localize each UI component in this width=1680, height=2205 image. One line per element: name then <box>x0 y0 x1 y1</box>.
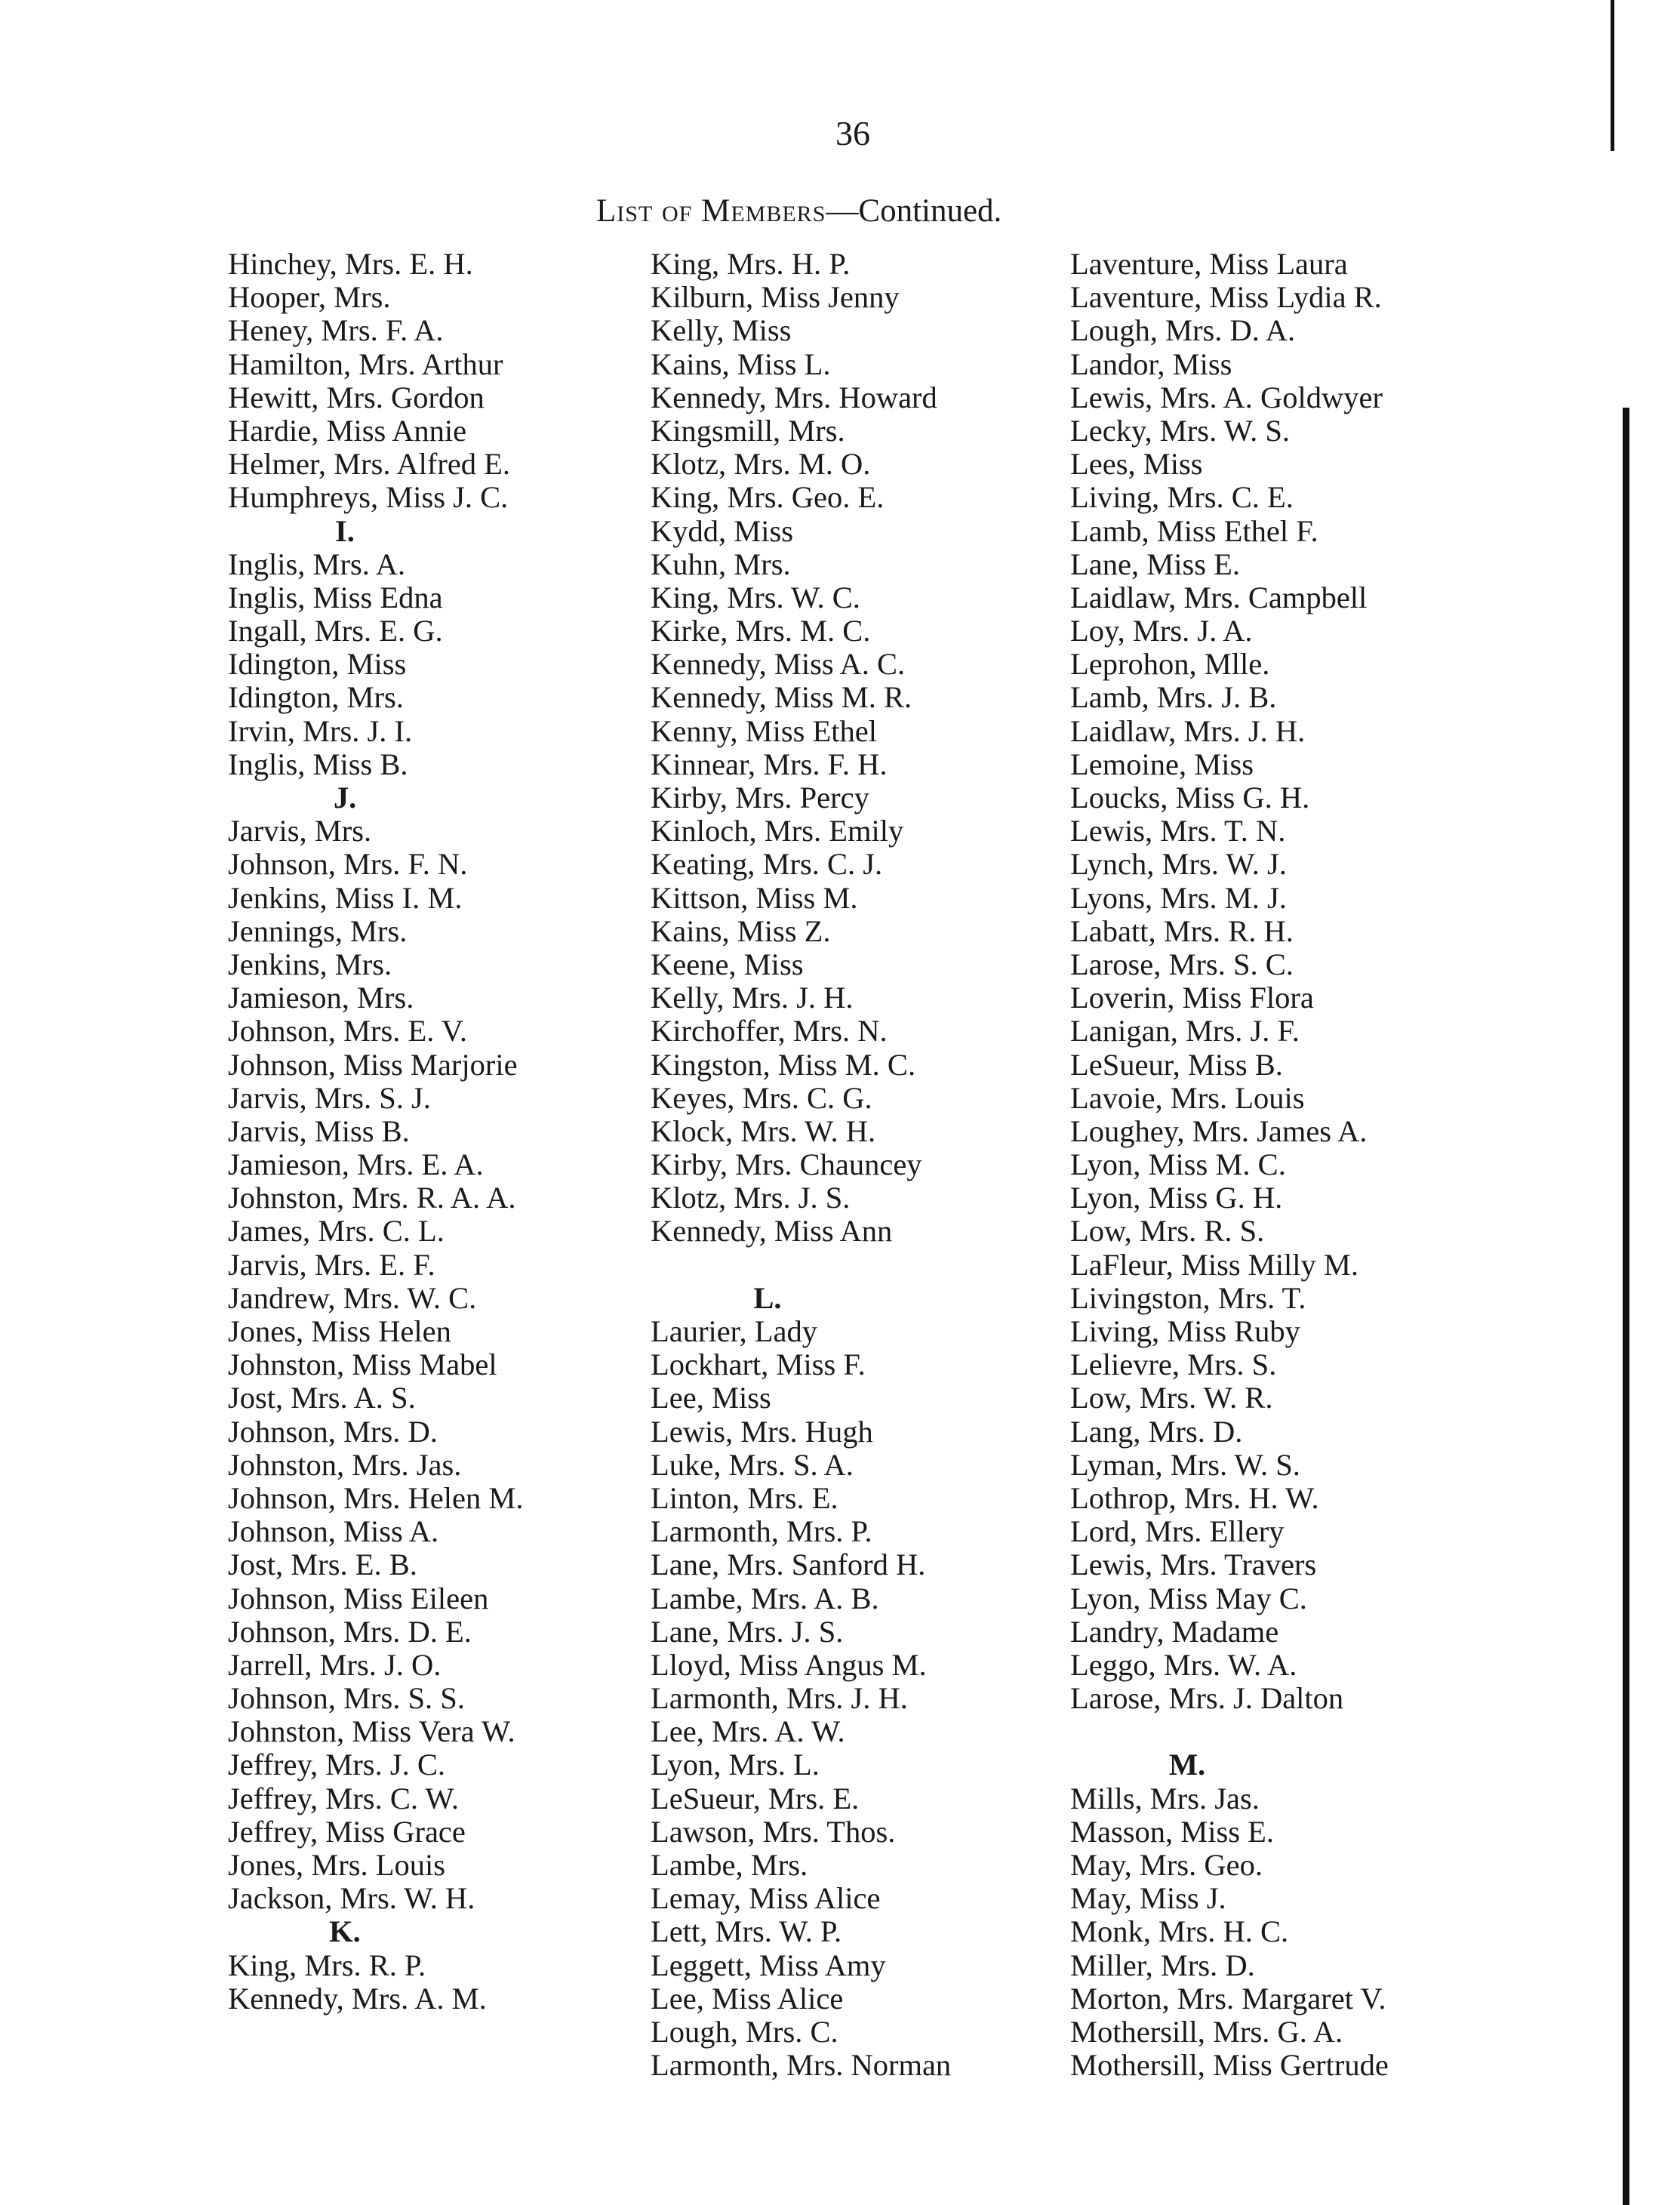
member-entry: May, Mrs. Geo. <box>1070 1848 1263 1882</box>
member-entry: Keating, Mrs. C. J. <box>651 847 883 882</box>
member-entry: Lawson, Mrs. Thos. <box>651 1814 896 1849</box>
section-letter-heading: K. <box>329 1914 361 1949</box>
members-column-3 <box>1070 248 1508 2082</box>
member-entry: Kingsmill, Mrs. <box>651 413 845 448</box>
member-entry: Lyon, Mrs. L. <box>651 1748 820 1782</box>
member-entry: Lewis, Mrs. A. Goldwyer <box>1070 380 1383 414</box>
member-entry: LeSueur, Mrs. E. <box>651 1781 860 1815</box>
page-edge-mark <box>1611 0 1614 151</box>
member-entry: Lord, Mrs. Ellery <box>1070 1514 1285 1549</box>
page-edge-mark <box>1623 408 1629 2205</box>
member-entry: Inglis, Mrs. A. <box>228 547 406 581</box>
member-entry: Larmonth, Mrs. J. H. <box>651 1681 908 1716</box>
member-entry: Lanigan, Mrs. J. F. <box>1070 1014 1300 1049</box>
member-entry: Jarrell, Mrs. J. O. <box>228 1647 442 1682</box>
section-letter-heading: I. <box>335 513 355 548</box>
member-entry: Mills, Mrs. Jas. <box>1070 1781 1260 1815</box>
members-column-2 <box>651 248 1073 2082</box>
member-entry: Loverin, Miss Flora <box>1070 981 1314 1015</box>
member-entry: Leggo, Mrs. W. A. <box>1070 1647 1297 1682</box>
member-entry: Loy, Mrs. J. A. <box>1070 614 1253 648</box>
member-entry: Inglis, Miss B. <box>228 747 408 781</box>
member-entry: Low, Mrs. W. R. <box>1070 1381 1273 1415</box>
list-title-prefix: List of Members <box>596 193 826 229</box>
member-entry: Kirke, Mrs. M. C. <box>651 614 871 648</box>
member-entry: Johnson, Miss A. <box>228 1514 439 1549</box>
member-entry: Lockhart, Miss F. <box>651 1347 866 1382</box>
member-entry: Kuhn, Mrs. <box>651 547 791 581</box>
member-entry: Lemoine, Miss <box>1070 747 1254 781</box>
member-entry: Kennedy, Miss A. C. <box>651 647 906 682</box>
member-entry: Hamilton, Mrs. Arthur <box>228 346 503 381</box>
member-entry: Johnson, Mrs. D. <box>228 1414 438 1449</box>
member-entry: Lloyd, Miss Angus M. <box>651 1647 927 1682</box>
member-entry: LaFleur, Miss Milly M. <box>1070 1247 1359 1282</box>
member-entry: Jost, Mrs. A. S. <box>228 1381 416 1415</box>
member-entry: Lavoie, Mrs. Louis <box>1070 1080 1305 1115</box>
member-entry: Jones, Mrs. Louis <box>228 1848 446 1882</box>
member-entry: Landor, Miss <box>1070 346 1232 381</box>
section-letter-heading: J. <box>333 781 357 815</box>
member-entry: Lee, Miss Alice <box>651 1981 844 2016</box>
member-entry: Livingston, Mrs. T. <box>1070 1280 1306 1315</box>
member-entry: King, Mrs. R. P. <box>228 1948 426 1982</box>
member-entry: Hardie, Miss Annie <box>228 413 467 448</box>
member-entry: Klotz, Mrs. M. O. <box>651 447 871 482</box>
member-entry: Johnson, Mrs. F. N. <box>228 847 468 882</box>
member-entry: King, Mrs. W. C. <box>651 580 860 614</box>
member-entry: Klotz, Mrs. J. S. <box>651 1181 851 1215</box>
member-entry: Johnson, Mrs. E. V. <box>228 1014 467 1049</box>
member-entry: Laventure, Miss Lydia R. <box>1070 280 1382 315</box>
section-letter-heading: M. <box>1168 1748 1206 1782</box>
member-entry: Johnson, Miss Marjorie <box>228 1047 518 1082</box>
member-entry: Lamb, Mrs. J. B. <box>1070 680 1277 715</box>
member-entry: Kelly, Miss <box>651 313 792 348</box>
member-entry: Laurier, Lady <box>651 1314 818 1348</box>
member-entry: Masson, Miss E. <box>1070 1814 1275 1849</box>
member-entry: Linton, Mrs. E. <box>651 1480 838 1515</box>
member-entry: Lewis, Mrs. T. N. <box>1070 814 1286 848</box>
member-entry: Lough, Mrs. D. A. <box>1070 313 1296 348</box>
member-entry: Klock, Mrs. W. H. <box>651 1113 876 1148</box>
member-entry: Johnston, Mrs. Jas. <box>228 1447 462 1482</box>
member-entry: Kingston, Miss M. C. <box>651 1047 916 1082</box>
member-entry: Larmonth, Mrs. Norman <box>651 2048 952 2083</box>
member-entry: James, Mrs. C. L. <box>228 1214 445 1249</box>
member-entry: Ingall, Mrs. E. G. <box>228 614 443 648</box>
member-entry: Lambe, Mrs. <box>651 1848 808 1882</box>
member-entry: Jeffrey, Mrs. C. W. <box>228 1781 459 1815</box>
members-column-1 <box>228 248 651 2016</box>
column-spacer <box>651 1249 1073 1282</box>
member-entry: King, Mrs. H. P. <box>651 247 851 281</box>
member-entry: Johnson, Mrs. D. E. <box>228 1614 472 1649</box>
member-entry: Kains, Miss Z. <box>651 913 831 948</box>
member-entry: Laidlaw, Mrs. J. H. <box>1070 713 1306 748</box>
member-entry: Kenny, Miss Ethel <box>651 713 877 748</box>
member-entry: Low, Mrs. R. S. <box>1070 1214 1265 1249</box>
member-entry: King, Mrs. Geo. E. <box>651 480 885 515</box>
member-entry: Lemay, Miss Alice <box>651 1881 881 1916</box>
member-entry: Lambe, Mrs. A. B. <box>651 1581 879 1615</box>
member-entry: Humphreys, Miss J. C. <box>228 480 509 515</box>
member-entry: Heney, Mrs. F. A. <box>228 313 444 348</box>
member-entry: Jenkins, Mrs. <box>228 947 392 981</box>
member-entry: Kydd, Miss <box>651 513 794 548</box>
member-entry: Kelly, Mrs. J. H. <box>651 981 854 1015</box>
member-entry: Hooper, Mrs. <box>228 280 391 315</box>
member-entry: Keyes, Mrs. C. G. <box>651 1080 872 1115</box>
member-entry: Labatt, Mrs. R. H. <box>1070 913 1294 948</box>
member-entry: Jeffrey, Mrs. J. C. <box>228 1748 445 1782</box>
member-entry: Laventure, Miss Laura <box>1070 247 1348 281</box>
member-entry: Leggett, Miss Amy <box>651 1948 886 1982</box>
member-entry: Lough, Mrs. C. <box>651 2014 838 2049</box>
member-entry: LeSueur, Miss B. <box>1070 1047 1283 1082</box>
member-entry: Lothrop, Mrs. H. W. <box>1070 1480 1319 1515</box>
member-entry: Jamieson, Mrs. <box>228 981 414 1015</box>
member-entry: Larose, Mrs. S. C. <box>1070 947 1294 981</box>
member-entry: Landry, Madame <box>1070 1614 1279 1649</box>
member-entry: Jackson, Mrs. W. H. <box>228 1881 475 1916</box>
member-entry: Lett, Mrs. W. P. <box>651 1914 842 1949</box>
page-number: 36 <box>835 114 870 152</box>
list-title <box>596 192 1125 229</box>
member-entry: Morton, Mrs. Margaret V. <box>1070 1981 1386 2016</box>
member-entry: Kirchoffer, Mrs. N. <box>651 1014 888 1049</box>
member-entry: Lynch, Mrs. W. J. <box>1070 847 1287 882</box>
member-entry: Monk, Mrs. H. C. <box>1070 1914 1289 1949</box>
member-entry: Jarvis, Mrs. <box>228 814 372 848</box>
member-entry: Leprohon, Mlle. <box>1070 647 1270 682</box>
member-entry: Loughey, Mrs. James A. <box>1070 1113 1368 1148</box>
list-title-suffix: —Continued. <box>826 193 1002 229</box>
member-entry: Luke, Mrs. S. A. <box>651 1447 854 1482</box>
member-entry: Kinloch, Mrs. Emily <box>651 814 904 848</box>
member-entry: Hinchey, Mrs. E. H. <box>228 247 473 281</box>
member-entry: Idington, Miss <box>228 647 407 682</box>
member-entry: Keene, Miss <box>651 947 804 981</box>
member-entry: Jost, Mrs. E. B. <box>228 1548 417 1582</box>
member-entry: Mothersill, Miss Gertrude <box>1070 2048 1389 2083</box>
member-entry: Lewis, Mrs. Hugh <box>651 1414 873 1449</box>
member-entry: Jandrew, Mrs. W. C. <box>228 1280 477 1315</box>
member-entry: Jones, Miss Helen <box>228 1314 451 1348</box>
member-entry: Kittson, Miss M. <box>651 880 858 915</box>
column-spacer <box>1070 1715 1508 1748</box>
member-entry: Kirby, Mrs. Percy <box>651 781 869 815</box>
member-entry: Kennedy, Mrs. Howard <box>651 380 937 414</box>
member-entry: Jeffrey, Miss Grace <box>228 1814 466 1849</box>
member-entry: Jenkins, Miss I. M. <box>228 880 463 915</box>
member-entry: Kirby, Mrs. Chauncey <box>651 1147 922 1182</box>
member-entry: May, Miss J. <box>1070 1881 1226 1916</box>
member-entry: Johnson, Miss Eileen <box>228 1581 489 1615</box>
member-entry: Larmonth, Mrs. P. <box>651 1514 872 1549</box>
member-entry: Johnson, Mrs. Helen M. <box>228 1480 524 1515</box>
member-entry: Kennedy, Miss Ann <box>651 1214 893 1249</box>
member-entry: Johnston, Miss Vera W. <box>228 1714 515 1749</box>
member-entry: Kinnear, Mrs. F. H. <box>651 747 888 781</box>
member-entry: Mothersill, Mrs. G. A. <box>1070 2014 1343 2049</box>
member-entry: Johnston, Mrs. R. A. A. <box>228 1181 516 1215</box>
member-entry: Kennedy, Mrs. A. M. <box>228 1981 487 2016</box>
member-entry: Lyman, Mrs. W. S. <box>1070 1447 1300 1482</box>
member-entry: Jamieson, Mrs. E. A. <box>228 1147 484 1182</box>
member-entry: Loucks, Miss G. H. <box>1070 781 1310 815</box>
member-entry: Hewitt, Mrs. Gordon <box>228 380 485 414</box>
member-entry: Lyon, Miss May C. <box>1070 1581 1307 1615</box>
member-entry: Lyon, Miss M. C. <box>1070 1147 1286 1182</box>
member-entry: Jarvis, Miss B. <box>228 1113 410 1148</box>
member-entry: Lee, Miss <box>651 1381 771 1415</box>
member-entry: Lee, Mrs. A. W. <box>651 1714 845 1749</box>
member-entry: Lamb, Miss Ethel F. <box>1070 513 1318 548</box>
member-entry: Living, Miss Ruby <box>1070 1314 1300 1348</box>
member-entry: Lane, Mrs. Sanford H. <box>651 1548 926 1582</box>
member-entry: Jarvis, Mrs. E. F. <box>228 1247 435 1282</box>
member-entry: Laidlaw, Mrs. Campbell <box>1070 580 1368 614</box>
member-entry: Lees, Miss <box>1070 447 1203 482</box>
member-entry: Johnston, Miss Mabel <box>228 1347 497 1382</box>
member-entry: Larose, Mrs. J. Dalton <box>1070 1681 1344 1716</box>
member-entry: Lyons, Mrs. M. J. <box>1070 880 1287 915</box>
member-entry: Miller, Mrs. D. <box>1070 1948 1255 1982</box>
member-entry: Lane, Miss E. <box>1070 547 1240 581</box>
member-entry: Lewis, Mrs. Travers <box>1070 1548 1317 1582</box>
member-entry: Jarvis, Mrs. S. J. <box>228 1080 431 1115</box>
member-entry: Kennedy, Miss M. R. <box>651 680 912 715</box>
member-entry: Lang, Mrs. D. <box>1070 1414 1243 1449</box>
member-entry: Johnson, Mrs. S. S. <box>228 1681 465 1716</box>
member-entry: Inglis, Miss Edna <box>228 580 443 614</box>
section-letter-heading: L. <box>753 1280 782 1315</box>
member-entry: Lane, Mrs. J. S. <box>651 1614 844 1649</box>
member-entry: Kilburn, Miss Jenny <box>651 280 900 315</box>
member-entry: Kains, Miss L. <box>651 346 831 381</box>
member-entry: Idington, Mrs. <box>228 680 404 715</box>
member-entry: Lyon, Miss G. H. <box>1070 1181 1283 1215</box>
member-entry: Lecky, Mrs. W. S. <box>1070 413 1290 448</box>
member-entry: Lelievre, Mrs. S. <box>1070 1347 1277 1382</box>
member-entry: Helmer, Mrs. Alfred E. <box>228 447 511 482</box>
member-entry: Living, Mrs. C. E. <box>1070 480 1294 515</box>
member-entry: Jennings, Mrs. <box>228 913 408 948</box>
member-entry: Irvin, Mrs. J. I. <box>228 713 413 748</box>
